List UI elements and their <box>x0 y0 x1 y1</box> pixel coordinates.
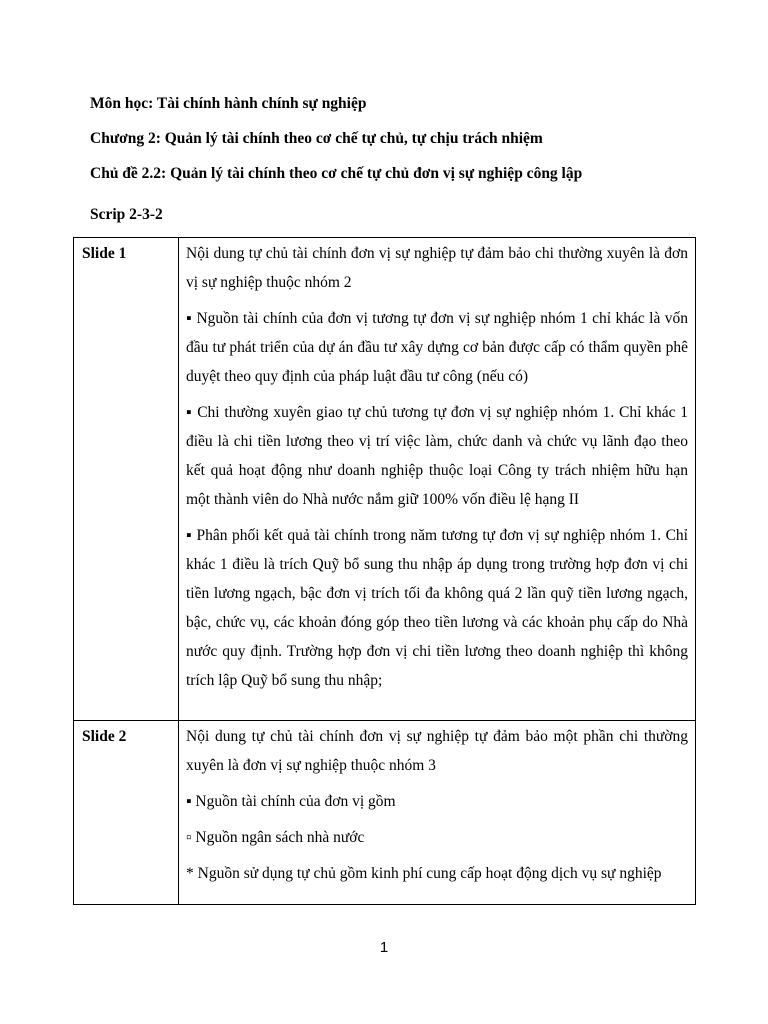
slide-row-2 <box>74 721 696 905</box>
slide-paragraph: Nội dung tự chủ tài chính đơn vị sự nghiệp tự đảm bảo một phần chi thường xuyên là đơn vị sự nghiệp thuộc nhóm 3 <box>186 728 688 774</box>
slide-paragraph: ▪ Nguồn tài chính của đơn vị gồm <box>186 793 396 810</box>
page-number: 1 <box>379 939 389 956</box>
subject-heading: Môn học: Tài chính hành chính sự nghiệp <box>90 95 367 112</box>
slide-label: Slide 1 <box>82 245 127 262</box>
chapter-heading: Chương 2: Quản lý tài chính theo cơ chế tự chủ, tự chịu trách nhiệm <box>90 130 543 147</box>
slide-paragraph: Nội dung tự chủ tài chính đơn vị sự nghiệp tự đảm bảo chi thường xuyên là đơn vị sự nghiệp thuộc nhóm 2 <box>186 245 688 291</box>
script-id-heading: Scrip 2-3-2 <box>90 206 163 223</box>
slide-row-1 <box>74 238 696 721</box>
slide-paragraph: ▪ Chi thường xuyên giao tự chủ tương tự đơn vị sự nghiệp nhóm 1. Chỉ khác 1 điều là chi tiền lương theo vị trí việc làm, chức danh và chức vụ lãnh đạo theo kết quả hoạt động như doanh nghiệp thuộc loại Công ty trách nhiệm hữu hạn một thành viên do Nhà nước nắm giữ 100% vốn điều lệ hạng II <box>186 404 688 508</box>
slide-content-cell <box>179 721 696 905</box>
slide-paragraph: ▪ Nguồn tài chính của đơn vị tương tự đơn vị sự nghiệp nhóm 1 chỉ khác là vốn đầu tư phát triển của dự án đầu tư xây dựng cơ bản được cấp có thẩm quyền phê duyệt theo quy định của pháp luật đầu tư công (nếu có) <box>186 310 688 385</box>
slide-paragraph: ▫ Nguồn ngân sách nhà nước <box>186 829 365 846</box>
slide-content-cell <box>179 238 696 721</box>
slide-label: Slide 2 <box>82 728 127 745</box>
slide-label-cell <box>74 721 179 905</box>
slide-label-cell <box>74 238 179 721</box>
slide-paragraph: ▪ Phân phối kết quả tài chính trong năm tương tự đơn vị sự nghiệp nhóm 1. Chỉ khác 1 điều là trích Quỹ bổ sung thu nhập áp dụng trong trường hợp đơn vị chi tiền lương ngạch, bậc đơn vị trích tối đa không quá 2 lần quỹ tiền lương ngạch, bậc, chức vụ, các khoản đóng góp theo tiền lương và các khoản phụ cấp do Nhà nước quy định. Trường hợp đơn vị chi tiền lương theo doanh nghiệp thì không trích lập Quỹ bổ sung thu nhập; <box>186 527 688 689</box>
slide-paragraph: * Nguồn sử dụng tự chủ gồm kinh phí cung cấp hoạt động dịch vụ sự nghiệp <box>186 865 662 882</box>
topic-heading: Chủ đề 2.2: Quản lý tài chính theo cơ chế tự chủ đơn vị sự nghiệp công lập <box>90 165 583 182</box>
slide-script-table <box>73 237 696 905</box>
